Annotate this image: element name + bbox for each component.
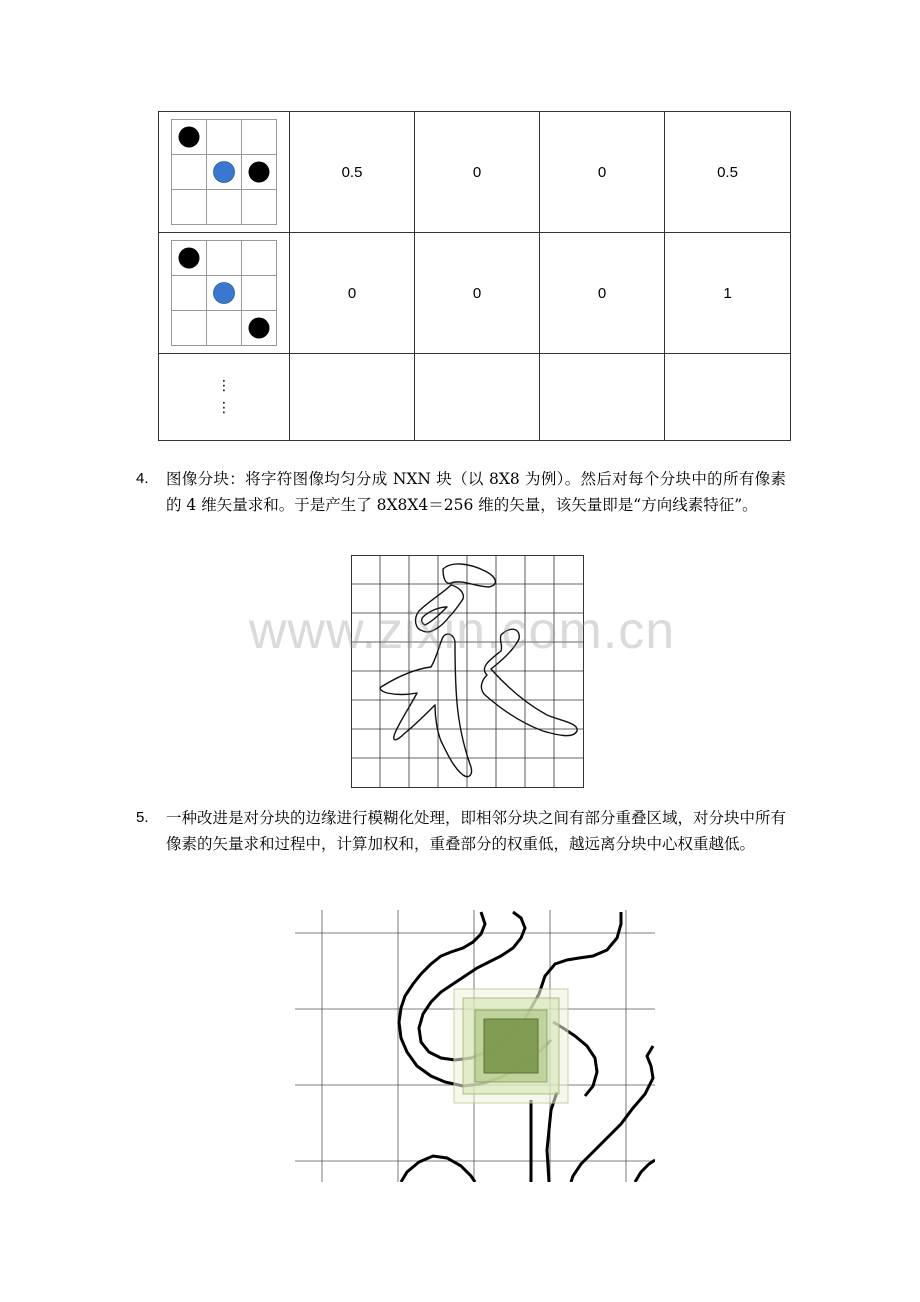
pattern-cell [159, 233, 290, 354]
table-cell [665, 354, 791, 441]
table-cell: 0.5 [290, 112, 415, 233]
ellipsis-cell [159, 354, 290, 441]
table-cell: 0 [290, 233, 415, 354]
table-cell [540, 354, 665, 441]
table-cell: 0.5 [665, 112, 791, 233]
list-number: 5. [136, 809, 149, 826]
character-grid-figure [351, 555, 584, 788]
pattern-cell [159, 112, 290, 233]
table-cell: 0 [540, 112, 665, 233]
direction-feature-table [158, 111, 791, 441]
blurred-block-figure [295, 910, 655, 1182]
table-cell: 1 [665, 233, 791, 354]
paragraph-item-5: 一种改进是对分块的边缘进行模糊化处理，即相邻分块之间有部分重叠区域，对分块中所有像素的矢量求和过程中，计算加权和，重叠部分的权重低，越远离分块中心权重越低。 [166, 809, 787, 853]
block-core [484, 1019, 538, 1073]
table-cell: 0 [540, 233, 665, 354]
neighbor-dot [249, 318, 270, 339]
watermark: www.zixin.com.cn [248, 602, 676, 660]
pixel-pattern-diagram [171, 119, 277, 225]
center-dot [214, 283, 235, 304]
table-cell: 0 [415, 233, 540, 354]
table-row [159, 112, 791, 233]
center-dot [214, 162, 235, 183]
table-cell [415, 354, 540, 441]
table-row [159, 233, 791, 354]
table-row [159, 354, 791, 441]
vertical-ellipsis: ⋮ ⋮ [217, 378, 231, 416]
paragraph-item-4: 图像分块：将字符图像均匀分成 NXN 块（以 8X8 为例）。然后对每个分块中的所有像素的 4 维矢量求和。于是产生了 8X8X4＝256 维的矢量，该矢量即是“方向线素特征”。 [166, 470, 786, 514]
neighbor-dot [249, 162, 270, 183]
neighbor-dot [179, 127, 200, 148]
table-cell [290, 354, 415, 441]
list-number: 4. [136, 470, 149, 487]
neighbor-dot [179, 248, 200, 269]
table-cell: 0 [415, 112, 540, 233]
pixel-pattern-diagram [171, 240, 277, 346]
